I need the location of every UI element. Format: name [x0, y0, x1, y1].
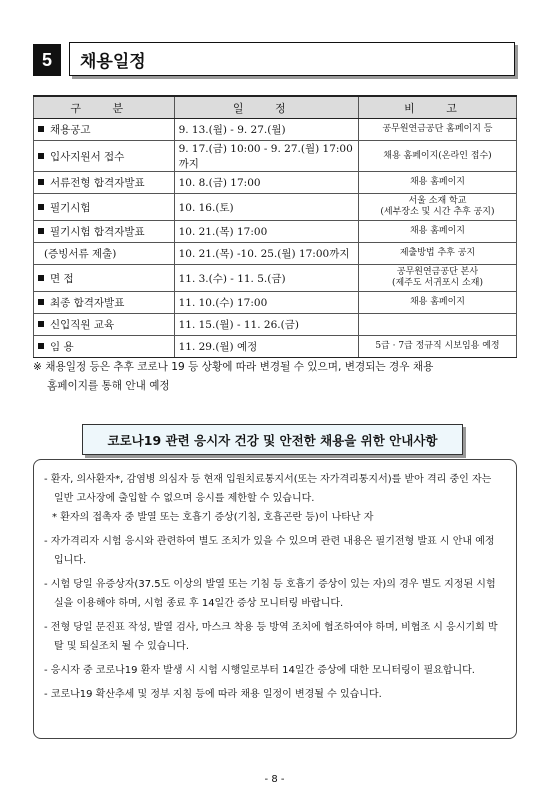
category-text: 필기시험 합격자발표 — [50, 226, 145, 238]
category-text: 서류전형 합격자발표 — [50, 177, 145, 189]
cell-category — [34, 292, 175, 314]
notice-item: - 환자, 의사환자*, 감염병 의심자 등 현재 입원치료통지서(또는 자가격리통지서)를 받아 격리 중인 자는 일반 고사장에 출입할 수 없으며 응시를 제한할 수 있습니다. — [44, 474, 492, 504]
cell-category — [34, 265, 175, 292]
table-row — [34, 172, 517, 194]
cell-schedule: 11. 15.(월) - 11. 26.(금) — [174, 314, 358, 336]
cell-schedule: 10. 8.(금) 17:00 — [174, 172, 358, 194]
cell-note — [358, 221, 516, 243]
section-number: 5 — [33, 44, 61, 76]
footnote-line-1: ※ 채용일정 등은 추후 코로나 19 등 상황에 따라 변경될 수 있으며, 변경되는 경우 채용 — [33, 361, 434, 373]
category-text: 임 용 — [50, 341, 74, 353]
category-text: (증빙서류 제출) — [44, 248, 117, 260]
note-text: 공무원연금공단 홈페이지 등 — [382, 124, 493, 134]
category-text: 최종 합격자발표 — [50, 297, 125, 309]
notice-title: 코로나19 관련 응시자 건강 및 안전한 채용을 위한 안내사항 — [82, 424, 463, 455]
table-row — [34, 221, 517, 243]
cell-schedule: 11. 3.(수) - 11. 5.(금) — [174, 265, 358, 292]
note-text: 채용 홈페이지 — [409, 226, 465, 236]
page-number: - 8 - — [264, 774, 285, 785]
square-bullet-icon — [38, 343, 44, 349]
square-bullet-icon — [38, 275, 44, 281]
cell-category — [34, 221, 175, 243]
notice-item: - 코로나19 확산추세 및 정부 지침 등에 따라 채용 일정이 변경될 수 있습니다. — [44, 689, 382, 700]
cell-category — [34, 314, 175, 336]
note-text: 제출방법 추후 공지 — [399, 248, 476, 258]
footnote-line-2: 홈페이지를 통해 안내 예정 — [47, 380, 170, 392]
square-bullet-icon — [38, 299, 44, 305]
cell-category — [34, 119, 175, 141]
note-text: 공무원연금공단 본사 — [396, 267, 479, 277]
header-category: 구 분 — [34, 96, 175, 119]
cell-schedule: 10. 21.(목) -10. 25.(월) 17:00까지 — [174, 243, 358, 265]
note-text: 채용 홈페이지 — [409, 177, 465, 187]
note-text: 채용 홈페이지 — [409, 297, 465, 307]
notice-item: - 응시자 중 코로나19 환자 발생 시 시험 시행일로부터 14일간 증상에 대한 모니터링이 필요합니다. — [44, 665, 475, 676]
table-row — [34, 314, 517, 336]
square-bullet-icon — [38, 126, 44, 132]
cell-schedule: 9. 17.(금) 10:00 - 9. 27.(월) 17:00까지 — [174, 141, 358, 172]
cell-category — [34, 172, 175, 194]
category-text: 신입직원 교육 — [50, 319, 115, 331]
cell-note — [358, 194, 516, 221]
square-bullet-icon — [38, 321, 44, 327]
table-row — [34, 336, 517, 358]
cell-note — [358, 172, 516, 194]
square-bullet-icon — [38, 153, 44, 159]
cell-note — [358, 292, 516, 314]
cell-note — [358, 336, 516, 358]
category-text: 면 접 — [50, 272, 74, 285]
cell-schedule: 9. 13.(월) - 9. 27.(월) — [174, 119, 358, 141]
table-row — [34, 292, 517, 314]
cell-note — [358, 119, 516, 141]
table-row — [34, 243, 517, 265]
cell-schedule: 11. 29.(월) 예정 — [174, 336, 358, 358]
note-text: 5급 · 7급 정규직 시보임용 예정 — [375, 341, 500, 351]
cell-note — [358, 265, 516, 292]
square-bullet-icon — [38, 204, 44, 210]
square-bullet-icon — [38, 228, 44, 234]
notice-item: - 시험 당일 유증상자(37.5도 이상의 발열 또는 기침 등 호흡기 증상이 있는 자)의 경우 별도 지정된 시험실을 이용해야 하며, 시험 종료 후 14일간 증상 모니터링 바랍니다. — [44, 579, 496, 609]
table-row — [34, 141, 517, 172]
square-bullet-icon — [38, 179, 44, 185]
notice-item: - 자가격리자 시험 응시와 관련하여 별도 조치가 있을 수 있으며 관련 내용은 필기전형 발표 시 안내 예정입니다. — [44, 536, 495, 566]
notice-item: - 전형 당일 문진표 작성, 발열 검사, 마스크 착용 등 방역 조치에 협조하여야 하며, 비협조 시 응시기회 박탈 및 퇴실조치 될 수 있습니다. — [44, 622, 498, 652]
schedule-footnote — [33, 358, 517, 396]
notice-subnote: * 환자의 접촉자 중 발열 또는 호흡기 증상(기침, 호흡곤란 등)이 나타난 자 — [52, 512, 374, 523]
cell-category — [34, 336, 175, 358]
cell-schedule: 11. 10.(수) 17:00 — [174, 292, 358, 314]
section-title: 채용일정 — [69, 42, 515, 76]
cell-note — [358, 243, 516, 265]
cell-schedule: 10. 16.(토) — [174, 194, 358, 221]
cell-note — [358, 314, 516, 336]
header-schedule: 일 정 — [174, 96, 358, 119]
note-text-secondary: (세부장소 및 시간 추후 공지) — [380, 207, 495, 217]
table-row — [34, 265, 517, 292]
section-header — [33, 42, 517, 78]
notice-box — [33, 459, 517, 739]
note-text: 서울 소재 학교 — [408, 196, 467, 206]
header-note: 비 고 — [358, 96, 516, 119]
cell-category — [34, 243, 175, 265]
note-text-secondary: (제주도 서귀포시 소재) — [391, 278, 483, 288]
table-row — [34, 194, 517, 221]
schedule-table — [33, 95, 517, 358]
note-text: 채용 홈페이지(온라인 접수) — [383, 150, 492, 161]
table-header-row — [34, 96, 517, 119]
category-text: 채용공고 — [50, 124, 91, 136]
cell-category — [34, 141, 175, 172]
cell-note — [358, 141, 516, 172]
table-row — [34, 119, 517, 141]
cell-category — [34, 194, 175, 221]
cell-schedule: 10. 21.(목) 17:00 — [174, 221, 358, 243]
category-text: 입사지원서 접수 — [50, 150, 125, 163]
category-text: 필기시험 — [50, 201, 91, 214]
